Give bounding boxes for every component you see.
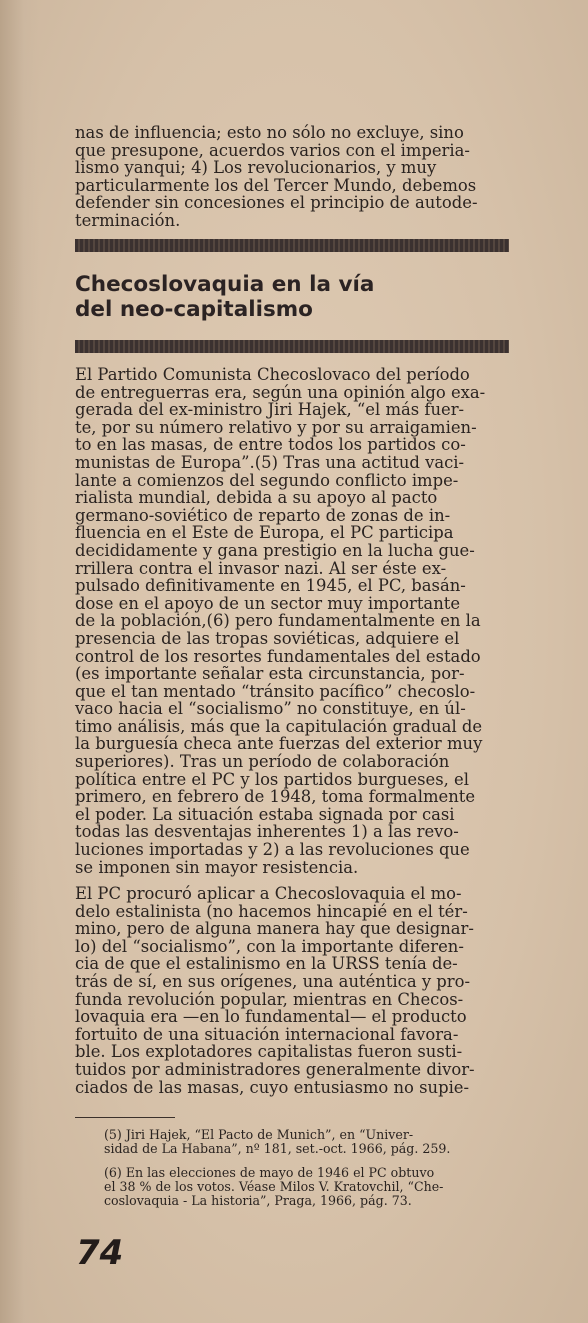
main-line: superiores). Tras un período de colaboración: [75, 752, 450, 772]
second-line: trás de sí, en sus orígenes, una auténtica y pro-: [75, 971, 471, 991]
intro-line: terminación.: [75, 210, 181, 230]
main-line: primero, en febrero de 1948, toma formalmente: [75, 787, 476, 807]
footnote-line: el 38 % de los votos. Véase Milos V. Kratovchil, “Che-: [104, 1179, 444, 1194]
main-line: decididamente y gana prestigio en la lucha gue-: [75, 540, 475, 560]
main-line: germano-soviético de reparto de zonas de in-: [75, 505, 451, 525]
main-line: luciones importadas y 2) a las revoluciones que: [75, 840, 470, 860]
second-line: lovaquia era —en lo fundamental— el producto: [75, 1007, 467, 1027]
footnote-line: sidad de La Habana”, nº 181, set.-oct. 1966, pág. 259.: [104, 1141, 451, 1156]
main-line: to en las masas, de entre todos los partidos co-: [75, 435, 466, 455]
main-line: rialista mundial, debida a su apoyo al pacto: [75, 488, 438, 508]
second-line: cia de que el estalinismo en la URSS tenía de-: [75, 954, 458, 974]
main-line: el poder. La situación estaba signada por casi: [75, 804, 455, 824]
second-line: mino, pero de alguna manera hay que designar-: [75, 919, 474, 939]
second-line: ciados de las masas, cuyo entusiasmo no supie-: [75, 1077, 470, 1097]
intro-line: que presupone, acuerdos varios con el imperia-: [75, 140, 470, 160]
main-line: todas las desventajas inherentes 1) a las revo-: [75, 822, 459, 842]
main-line: (es importante señalar esta circunstancia, por-: [75, 664, 465, 684]
main-line: lante a comienzos del segundo conflicto impe-: [75, 470, 459, 490]
footnote-6: [104, 1166, 514, 1208]
decorative-rule-bottom: [75, 340, 509, 353]
page-number: 74: [76, 1233, 124, 1273]
main-line: que el tan mentado “tránsito pacífico” checoslo-: [75, 681, 476, 701]
main-line: política entre el PC y los partidos burgueses, el: [75, 769, 469, 789]
main-line: pulsado definitivamente en 1945, el PC, basán-: [75, 576, 466, 596]
main-line: te, por su número relativo y por su arraigamien-: [75, 417, 477, 437]
main-line: munistas de Europa”.(5) Tras una actitud vaci-: [75, 452, 465, 472]
second-paragraph: [75, 885, 509, 1096]
second-line: delo estalinista (no hacemos hincapié en el tér-: [75, 901, 468, 921]
spine-shadow: [0, 0, 40, 1323]
main-line: presencia de las tropas soviéticas, adquiere el: [75, 628, 460, 648]
main-line: de entreguerras era, según una opinión algo exa-: [75, 382, 486, 402]
main-line: se imponen sin mayor resistencia.: [75, 857, 359, 877]
intro-line: particularmente los del Tercer Mundo, debemos: [75, 175, 477, 195]
second-line: tuidos por administradores generalmente divor-: [75, 1059, 475, 1079]
main-line: rrillera contra el invasor nazi. Al ser éste ex-: [75, 558, 447, 578]
footnote-separator: [75, 1117, 175, 1118]
footnote-line: coslovaquia - La historia”, Praga, 1966, pág. 73.: [104, 1193, 412, 1208]
heading-line-2: del neo-capitalismo: [75, 297, 313, 322]
second-line: lo) del “socialismo”, con la importante diferen-: [75, 936, 464, 956]
intro-paragraph: [75, 124, 509, 230]
footnote-5: [104, 1128, 514, 1156]
second-line: funda revolución popular, mientras en Checos-: [75, 989, 464, 1009]
main-paragraph: [75, 366, 509, 876]
footnote-line: (6) En las elecciones de mayo de 1946 el PC obtuvo: [104, 1165, 435, 1180]
second-line: El PC procuró aplicar a Checoslovaquia el mo-: [75, 884, 462, 903]
main-line: control de los resortes fundamentales del estado: [75, 646, 481, 666]
second-line: ble. Los explotadores capitalistas fueron susti-: [75, 1042, 463, 1062]
second-line: fortuito de una situación internacional favora-: [75, 1024, 459, 1044]
heading-line-1: Checoslovaquia en la vía: [75, 272, 375, 297]
section-heading: [75, 272, 509, 322]
main-line: fluencia en el Este de Europa, el PC participa: [75, 523, 454, 543]
main-line: la burguesía checa ante fuerzas del exterior muy: [75, 734, 483, 754]
main-line: dose en el apoyo de un sector muy importante: [75, 593, 461, 613]
footnote-line: (5) Jiri Hajek, “El Pacto de Munich”, en “Univer-: [104, 1127, 414, 1142]
main-line: vaco hacia el “socialismo” no constituye, en úl-: [75, 699, 466, 719]
main-line: gerada del ex-ministro Jiri Hajek, “el más fuer-: [75, 400, 465, 420]
decorative-rule-top: [75, 239, 509, 252]
intro-line: defender sin concesiones el principio de autode-: [75, 193, 478, 213]
main-line: de la población,(6) pero fundamentalmente en la: [75, 611, 481, 631]
main-line: timo análisis, más que la capitulación gradual de: [75, 716, 483, 736]
main-line: El Partido Comunista Checoslovaco del período: [75, 365, 470, 384]
intro-line: lismo yanqui; 4) Los revolucionarios, y muy: [75, 158, 437, 178]
intro-line: nas de influencia; esto no sólo no excluye, sino: [75, 123, 464, 142]
